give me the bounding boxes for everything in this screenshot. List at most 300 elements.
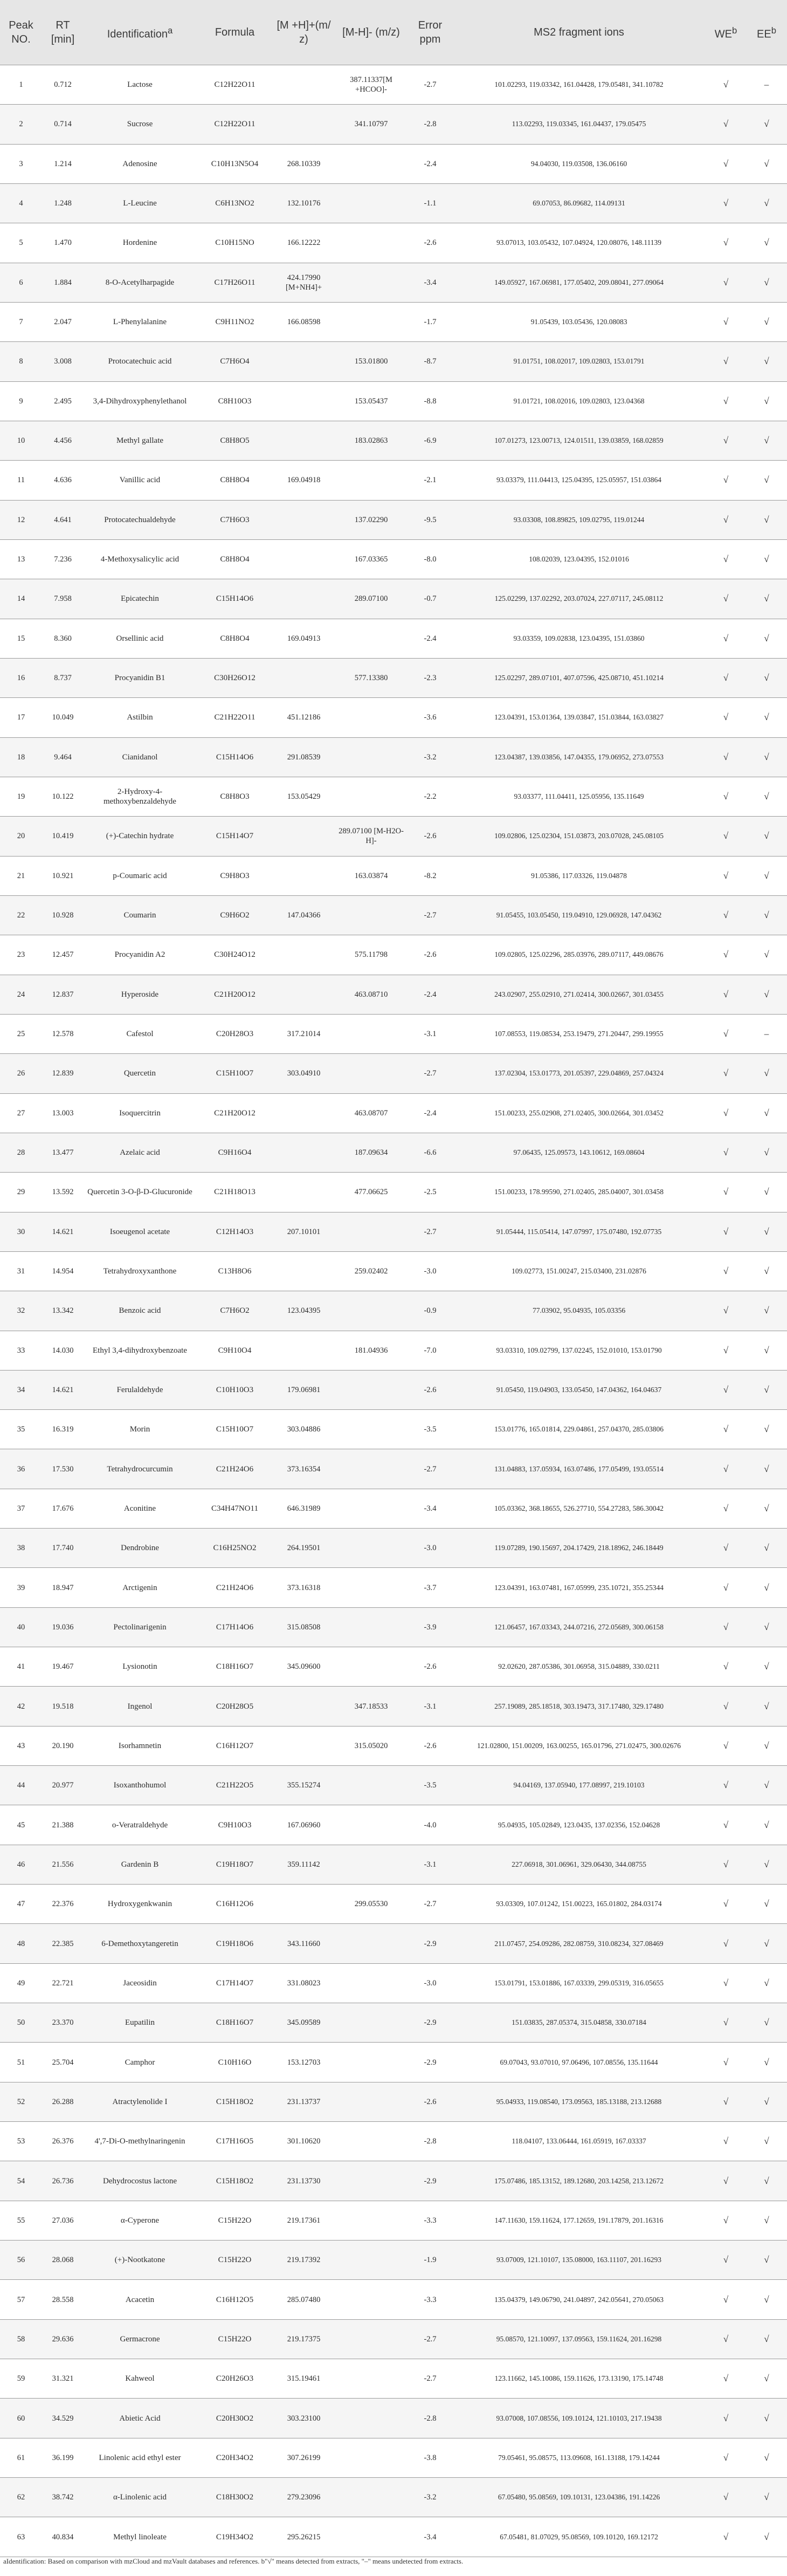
table-row (0, 500, 787, 539)
compound-name: Ferulaldehyde (84, 1370, 196, 1409)
ms2-fragment-ions: 91.01721, 108.02016, 109.02803, 123.04368 (452, 381, 706, 421)
water-extract-flag: √ (706, 975, 746, 1014)
ethanol-extract-flag: √ (746, 1885, 787, 1924)
ms2-fragment-ions: 105.03362, 368.18655, 526.27710, 554.27283, 586.30042 (452, 1489, 706, 1528)
ms2-fragment-ions: 95.04933, 119.08540, 173.09563, 185.13188, 213.12688 (452, 2082, 706, 2121)
molecular-formula: C17H16O5 (196, 2122, 273, 2161)
water-extract-flag: √ (706, 1568, 746, 1607)
compound-name: Procyanidin A2 (84, 935, 196, 975)
negative-ion-mz (334, 2161, 408, 2201)
negative-ion-mz: 181.04936 (334, 1331, 408, 1370)
ethanol-extract-flag: √ (746, 1568, 787, 1607)
molecular-formula: C15H18O2 (196, 2161, 273, 2201)
ethanol-extract-flag: √ (746, 2082, 787, 2121)
retention-time: 25.704 (42, 2043, 84, 2082)
ethanol-extract-flag: √ (746, 1607, 787, 1647)
error-ppm: -2.8 (408, 2122, 452, 2161)
table-row (0, 2319, 787, 2359)
ms2-fragment-ions: 94.04030, 119.03508, 136.06160 (452, 144, 706, 183)
negative-ion-mz (334, 2517, 408, 2557)
peak-number: 5 (0, 223, 42, 263)
error-ppm: -1.1 (408, 183, 452, 223)
error-ppm: -2.6 (408, 935, 452, 975)
ms2-fragment-ions: 109.02805, 125.02296, 285.03976, 289.07117, 449.08676 (452, 935, 706, 975)
positive-ion-mz (273, 1331, 334, 1370)
header-rt: RT [min] (42, 0, 84, 65)
compound-name: Benzoic acid (84, 1291, 196, 1331)
peak-number: 39 (0, 1568, 42, 1607)
positive-ion-mz (273, 658, 334, 697)
negative-ion-mz (334, 2003, 408, 2043)
ms2-fragment-ions: 95.04935, 105.02849, 123.0435, 137.02356, 152.04628 (452, 1805, 706, 1845)
peak-number: 59 (0, 2359, 42, 2399)
negative-ion-mz (334, 1607, 408, 1647)
ms2-fragment-ions: 123.04391, 153.01364, 139.03847, 151.03844, 163.03827 (452, 698, 706, 737)
water-extract-flag: √ (706, 856, 746, 895)
ms2-fragment-ions: 125.02299, 137.02292, 203.07024, 227.07117, 245.08112 (452, 579, 706, 619)
positive-ion-mz: 166.12222 (273, 223, 334, 263)
positive-ion-mz (273, 381, 334, 421)
ethanol-extract-flag: √ (746, 1529, 787, 1568)
water-extract-flag: √ (706, 2161, 746, 2201)
retention-time: 16.319 (42, 1410, 84, 1449)
negative-ion-mz (334, 1529, 408, 1568)
table-row (0, 2280, 787, 2319)
retention-time: 1.470 (42, 223, 84, 263)
table-row (0, 817, 787, 856)
compound-name: α-Linolenic acid (84, 2478, 196, 2517)
negative-ion-mz (334, 737, 408, 777)
compound-name: Aconitine (84, 1489, 196, 1528)
peak-number: 49 (0, 1963, 42, 2003)
negative-ion-mz: 259.02402 (334, 1251, 408, 1291)
table-row (0, 1568, 787, 1607)
molecular-formula: C6H13NO2 (196, 183, 273, 223)
table-row (0, 2359, 787, 2399)
ms2-fragment-ions: 94.04169, 137.05940, 177.08997, 219.10103 (452, 1766, 706, 1805)
peak-number: 4 (0, 183, 42, 223)
peak-number: 15 (0, 619, 42, 658)
positive-ion-mz: 345.09600 (273, 1647, 334, 1687)
retention-time: 9.464 (42, 737, 84, 777)
negative-ion-mz (334, 1647, 408, 1687)
retention-time: 20.190 (42, 1726, 84, 1765)
molecular-formula: C20H30O2 (196, 2399, 273, 2438)
ethanol-extract-flag: √ (746, 2043, 787, 2082)
water-extract-flag: √ (706, 619, 746, 658)
ms2-fragment-ions: 147.11630, 159.11624, 177.12659, 191.17879, 201.16316 (452, 2201, 706, 2240)
error-ppm: -2.7 (408, 1212, 452, 1251)
negative-ion-mz (334, 2319, 408, 2359)
positive-ion-mz: 285.07480 (273, 2280, 334, 2319)
table-row (0, 1410, 787, 1449)
peak-number: 53 (0, 2122, 42, 2161)
error-ppm: -3.9 (408, 1607, 452, 1647)
error-ppm: -2.7 (408, 1449, 452, 1489)
peak-number: 57 (0, 2280, 42, 2319)
table-row (0, 1370, 787, 1409)
error-ppm: -2.4 (408, 144, 452, 183)
error-ppm: -2.8 (408, 105, 452, 144)
ms2-fragment-ions: 69.07053, 86.09682, 114.09131 (452, 183, 706, 223)
positive-ion-mz (273, 342, 334, 381)
molecular-formula: C30H26O12 (196, 658, 273, 697)
error-ppm: -2.4 (408, 619, 452, 658)
negative-ion-mz: 315.05020 (334, 1726, 408, 1765)
peak-number: 20 (0, 817, 42, 856)
peak-number: 34 (0, 1370, 42, 1409)
ethanol-extract-flag: √ (746, 1410, 787, 1449)
water-extract-flag: √ (706, 2241, 746, 2280)
peak-number: 23 (0, 935, 42, 975)
ethanol-extract-flag: √ (746, 2201, 787, 2240)
table-row (0, 461, 787, 500)
error-ppm: -3.2 (408, 737, 452, 777)
retention-time: 2.495 (42, 381, 84, 421)
ms2-fragment-ions: 123.11662, 145.10086, 159.11626, 173.13190, 175.14748 (452, 2359, 706, 2399)
positive-ion-mz: 167.06960 (273, 1805, 334, 1845)
compound-name: Kahweol (84, 2359, 196, 2399)
ms2-fragment-ions: 107.08553, 119.08534, 253.19479, 271.20447, 299.19955 (452, 1014, 706, 1053)
ms2-fragment-ions: 93.03359, 109.02838, 123.04395, 151.03860 (452, 619, 706, 658)
ethanol-extract-flag: √ (746, 461, 787, 500)
peak-number: 44 (0, 1766, 42, 1805)
ethanol-extract-flag: √ (746, 1331, 787, 1370)
positive-ion-mz: 268.10339 (273, 144, 334, 183)
water-extract-flag: √ (706, 2201, 746, 2240)
molecular-formula: C15H14O6 (196, 579, 273, 619)
ethanol-extract-flag: √ (746, 1173, 787, 1212)
positive-ion-mz: 147.04366 (273, 895, 334, 935)
ethanol-extract-flag: √ (746, 1093, 787, 1133)
error-ppm: -1.9 (408, 2241, 452, 2280)
retention-time: 19.036 (42, 1607, 84, 1647)
molecular-formula: C18H30O2 (196, 2478, 273, 2517)
peak-number: 16 (0, 658, 42, 697)
table-row (0, 1449, 787, 1489)
ethanol-extract-flag: √ (746, 1212, 787, 1251)
header-we: $WE^b$ (706, 0, 746, 65)
retention-time: 2.047 (42, 302, 84, 341)
molecular-formula: C15H14O6 (196, 737, 273, 777)
error-ppm: -9.5 (408, 500, 452, 539)
positive-ion-mz: 345.09589 (273, 2003, 334, 2043)
positive-ion-mz: 219.17392 (273, 2241, 334, 2280)
ethanol-extract-flag: √ (746, 579, 787, 619)
positive-ion-mz: 355.15274 (273, 1766, 334, 1805)
peak-number: 32 (0, 1291, 42, 1331)
compound-name: (+)-Catechin hydrate (84, 817, 196, 856)
peak-number: 26 (0, 1054, 42, 1093)
peak-number: 54 (0, 2161, 42, 2201)
molecular-formula: C20H26O3 (196, 2359, 273, 2399)
water-extract-flag: √ (706, 817, 746, 856)
negative-ion-mz (334, 2359, 408, 2399)
error-ppm: -2.7 (408, 1054, 452, 1093)
peak-number: 1 (0, 65, 42, 105)
compound-name: Sucrose (84, 105, 196, 144)
molecular-formula: C34H47NO11 (196, 1489, 273, 1528)
molecular-formula: C21H24O6 (196, 1449, 273, 1489)
molecular-formula: C21H22O11 (196, 698, 273, 737)
molecular-formula: C10H10O3 (196, 1370, 273, 1409)
error-ppm: -3.5 (408, 1410, 452, 1449)
table-row (0, 1014, 787, 1053)
positive-ion-mz (273, 1251, 334, 1291)
negative-ion-mz: 289.07100 [M-H2O-H]- (334, 817, 408, 856)
retention-time: 1.884 (42, 263, 84, 302)
retention-time: 13.003 (42, 1093, 84, 1133)
peak-number: 27 (0, 1093, 42, 1133)
compound-name: Protocatechualdehyde (84, 500, 196, 539)
compound-name: Lysionotin (84, 1647, 196, 1687)
molecular-formula: C15H14O7 (196, 817, 273, 856)
ethanol-extract-flag: √ (746, 1449, 787, 1489)
molecular-formula: C15H10O7 (196, 1054, 273, 1093)
table-row (0, 895, 787, 935)
ethanol-extract-flag: √ (746, 144, 787, 183)
compound-name: Atractylenolide I (84, 2082, 196, 2121)
molecular-formula: C8H8O4 (196, 619, 273, 658)
retention-time: 26.376 (42, 2122, 84, 2161)
compound-name: Isorhamnetin (84, 1726, 196, 1765)
negative-ion-mz (334, 2122, 408, 2161)
compound-name: 2-Hydroxy-4-methoxybenzaldehyde (84, 777, 196, 816)
ms2-fragment-ions: 93.03308, 108.89825, 109.02795, 119.01244 (452, 500, 706, 539)
peak-number: 28 (0, 1133, 42, 1172)
ms2-fragment-ions: 91.05450, 119.04903, 133.05450, 147.04362, 164.04637 (452, 1370, 706, 1409)
positive-ion-mz: 301.10620 (273, 2122, 334, 2161)
error-ppm: -8.7 (408, 342, 452, 381)
retention-time: 22.376 (42, 1885, 84, 1924)
ms2-fragment-ions: 151.03835, 287.05374, 315.04858, 330.07184 (452, 2003, 706, 2043)
error-ppm: -2.7 (408, 895, 452, 935)
ms2-fragment-ions: 79.05461, 95.08575, 113.09608, 161.13188, 179.14244 (452, 2438, 706, 2477)
molecular-formula: C18H16O7 (196, 2003, 273, 2043)
error-ppm: -3.0 (408, 1963, 452, 2003)
ethanol-extract-flag: √ (746, 263, 787, 302)
positive-ion-mz (273, 539, 334, 579)
compound-name: Procyanidin B1 (84, 658, 196, 697)
error-ppm: -4.0 (408, 1805, 452, 1845)
water-extract-flag: √ (706, 1726, 746, 1765)
negative-ion-mz (334, 1924, 408, 1963)
error-ppm: -3.1 (408, 1014, 452, 1053)
ms2-fragment-ions: 69.07043, 93.07010, 97.06496, 107.08556, 135.11644 (452, 2043, 706, 2082)
positive-ion-mz (273, 500, 334, 539)
peak-number: 41 (0, 1647, 42, 1687)
retention-time: 34.529 (42, 2399, 84, 2438)
ms2-fragment-ions: 108.02039, 123.04395, 152.01016 (452, 539, 706, 579)
molecular-formula: C15H10O7 (196, 1410, 273, 1449)
positive-ion-mz: 132.10176 (273, 183, 334, 223)
retention-time: 12.457 (42, 935, 84, 975)
compound-name: Orsellinic acid (84, 619, 196, 658)
peak-number: 30 (0, 1212, 42, 1251)
positive-ion-mz (273, 1687, 334, 1726)
table-body (0, 65, 787, 2557)
molecular-formula: C21H20O12 (196, 975, 273, 1014)
table-row (0, 1212, 787, 1251)
peak-number: 42 (0, 1687, 42, 1726)
compound-name: Morin (84, 1410, 196, 1449)
negative-ion-mz: 187.09634 (334, 1133, 408, 1172)
peak-number: 29 (0, 1173, 42, 1212)
molecular-formula: C9H10O4 (196, 1331, 273, 1370)
positive-ion-mz: 343.11660 (273, 1924, 334, 1963)
positive-ion-mz (273, 1885, 334, 1924)
compound-name: Dendrobine (84, 1529, 196, 1568)
table-row (0, 1093, 787, 1133)
compound-name: 3,4-Dihydroxyphenylethanol (84, 381, 196, 421)
table-row (0, 975, 787, 1014)
error-ppm: -2.4 (408, 1093, 452, 1133)
compound-name: Isoeugenol acetate (84, 1212, 196, 1251)
compound-name: Tetrahydrocurcumin (84, 1449, 196, 1489)
ethanol-extract-flag: √ (746, 2280, 787, 2319)
molecular-formula: C21H18O13 (196, 1173, 273, 1212)
compound-name: o-Veratraldehyde (84, 1805, 196, 1845)
peak-number: 37 (0, 1489, 42, 1528)
ms2-fragment-ions: 131.04883, 137.05934, 163.07486, 177.05499, 193.05514 (452, 1449, 706, 1489)
compound-name: Ethyl 3,4-dihydroxybenzoate (84, 1331, 196, 1370)
ethanol-extract-flag: √ (746, 2241, 787, 2280)
ethanol-extract-flag: √ (746, 223, 787, 263)
peak-number: 19 (0, 777, 42, 816)
ethanol-extract-flag: √ (746, 105, 787, 144)
peak-number: 8 (0, 342, 42, 381)
ms2-fragment-ions: 109.02806, 125.02304, 151.03873, 203.07028, 245.08105 (452, 817, 706, 856)
table-row (0, 105, 787, 144)
positive-ion-mz: 166.08598 (273, 302, 334, 341)
ethanol-extract-flag: √ (746, 1054, 787, 1093)
table-row (0, 579, 787, 619)
error-ppm: -7.0 (408, 1331, 452, 1370)
water-extract-flag: √ (706, 1410, 746, 1449)
molecular-formula: C19H34O2 (196, 2517, 273, 2557)
error-ppm: -8.2 (408, 856, 452, 895)
retention-time: 27.036 (42, 2201, 84, 2240)
table-row (0, 1766, 787, 1805)
error-ppm: -2.9 (408, 2161, 452, 2201)
ethanol-extract-flag: – (746, 65, 787, 105)
compound-name: L-Leucine (84, 183, 196, 223)
retention-time: 40.834 (42, 2517, 84, 2557)
ethanol-extract-flag: √ (746, 381, 787, 421)
table-row (0, 1331, 787, 1370)
ms2-fragment-ions: 93.03377, 111.04411, 125.05956, 135.11649 (452, 777, 706, 816)
ethanol-extract-flag: √ (746, 500, 787, 539)
negative-ion-mz: 153.01800 (334, 342, 408, 381)
positive-ion-mz: 179.06981 (273, 1370, 334, 1409)
positive-ion-mz: 153.12703 (273, 2043, 334, 2082)
table-row (0, 619, 787, 658)
retention-time: 14.954 (42, 1251, 84, 1291)
compound-name: (+)-Nootkatone (84, 2241, 196, 2280)
error-ppm: -6.6 (408, 1133, 452, 1172)
error-ppm: -2.7 (408, 2359, 452, 2399)
molecular-formula: C12H14O3 (196, 1212, 273, 1251)
error-ppm: -2.6 (408, 1726, 452, 1765)
peak-number: 21 (0, 856, 42, 895)
error-ppm: -2.7 (408, 65, 452, 105)
positive-ion-mz: 424.17990 [M+NH4]+ (273, 263, 334, 302)
error-ppm: -3.5 (408, 1766, 452, 1805)
water-extract-flag: √ (706, 737, 746, 777)
error-ppm: -3.4 (408, 2517, 452, 2557)
water-extract-flag: √ (706, 777, 746, 816)
molecular-formula: C8H8O3 (196, 777, 273, 816)
negative-ion-mz (334, 461, 408, 500)
compound-name: Gardenin B (84, 1845, 196, 1884)
retention-time: 28.068 (42, 2241, 84, 2280)
ethanol-extract-flag: √ (746, 1805, 787, 1845)
negative-ion-mz (334, 2399, 408, 2438)
molecular-formula: C15H18O2 (196, 2082, 273, 2121)
peak-number: 7 (0, 302, 42, 341)
table-row (0, 65, 787, 105)
compound-name: Epicatechin (84, 579, 196, 619)
compound-name: Adenosine (84, 144, 196, 183)
retention-time: 28.558 (42, 2280, 84, 2319)
molecular-formula: C7H6O3 (196, 500, 273, 539)
positive-ion-mz: 169.04913 (273, 619, 334, 658)
molecular-formula: C9H6O2 (196, 895, 273, 935)
positive-ion-mz: 169.04918 (273, 461, 334, 500)
water-extract-flag: √ (706, 1607, 746, 1647)
ethanol-extract-flag: √ (746, 342, 787, 381)
peak-number: 13 (0, 539, 42, 579)
peak-number: 9 (0, 381, 42, 421)
error-ppm: -0.7 (408, 579, 452, 619)
positive-ion-mz (273, 1093, 334, 1133)
ms2-fragment-ions: 123.04391, 163.07481, 167.05999, 235.10721, 355.25344 (452, 1568, 706, 1607)
table-row (0, 183, 787, 223)
water-extract-flag: √ (706, 1173, 746, 1212)
positive-ion-mz (273, 1133, 334, 1172)
peak-number: 45 (0, 1805, 42, 1845)
ethanol-extract-flag: √ (746, 777, 787, 816)
peak-number: 43 (0, 1726, 42, 1765)
table-row (0, 2241, 787, 2280)
error-ppm: -2.6 (408, 1370, 452, 1409)
error-ppm: -2.2 (408, 777, 452, 816)
water-extract-flag: √ (706, 698, 746, 737)
positive-ion-mz: 317.21014 (273, 1014, 334, 1053)
compound-name: Eupatilin (84, 2003, 196, 2043)
water-extract-flag: √ (706, 2122, 746, 2161)
water-extract-flag: √ (706, 302, 746, 341)
molecular-formula: C9H16O4 (196, 1133, 273, 1172)
retention-time: 22.385 (42, 1924, 84, 1963)
peak-number: 2 (0, 105, 42, 144)
water-extract-flag: √ (706, 2399, 746, 2438)
water-extract-flag: √ (706, 1291, 746, 1331)
molecular-formula: C16H25NO2 (196, 1529, 273, 1568)
positive-ion-mz: 373.16354 (273, 1449, 334, 1489)
error-ppm: -2.7 (408, 1885, 452, 1924)
molecular-formula: C10H15NO (196, 223, 273, 263)
header-error: Error ppm (408, 0, 452, 65)
compound-name: 4',7-Di-O-methylnaringenin (84, 2122, 196, 2161)
negative-ion-mz (334, 183, 408, 223)
header-ms2-ions: MS2 fragment ions (452, 0, 706, 65)
table-row (0, 2478, 787, 2517)
water-extract-flag: √ (706, 2319, 746, 2359)
ms2-fragment-ions: 91.05386, 117.03326, 119.04878 (452, 856, 706, 895)
water-extract-flag: √ (706, 1845, 746, 1884)
negative-ion-mz (334, 698, 408, 737)
